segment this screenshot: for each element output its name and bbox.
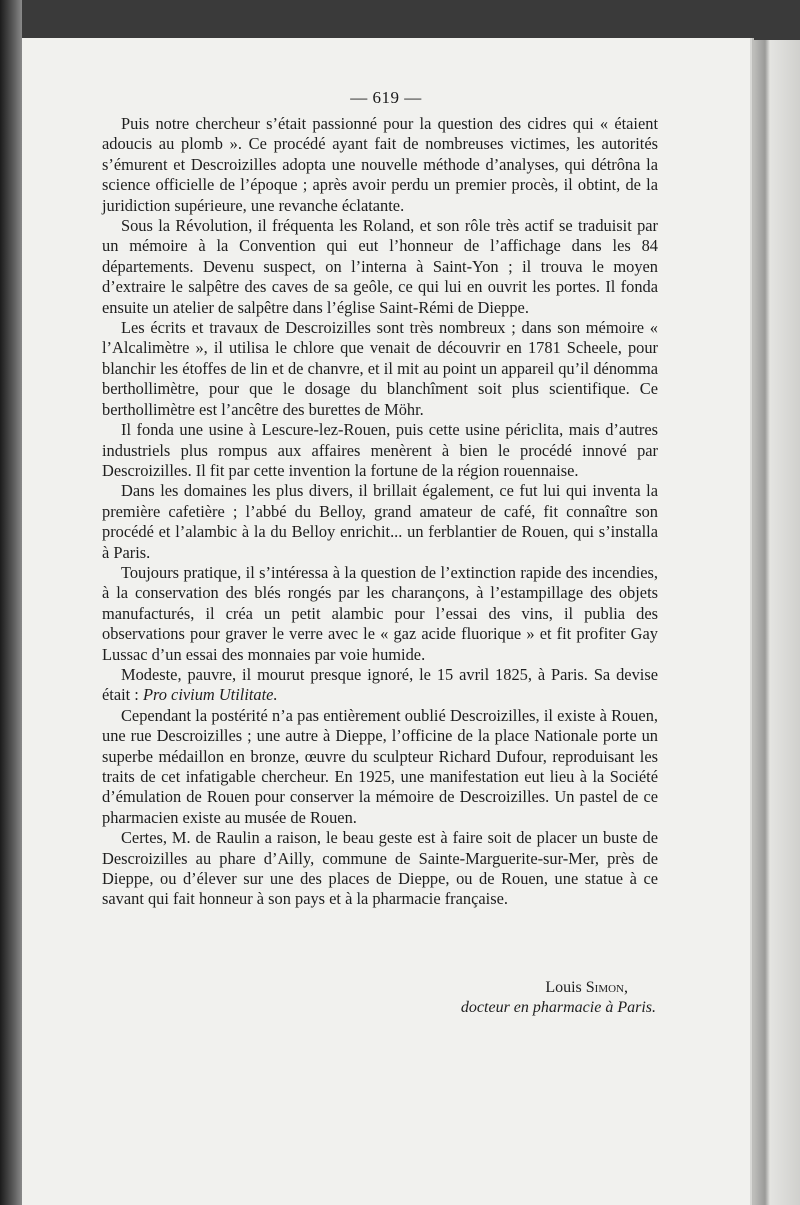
author-title: docteur en pharmacie à Paris. bbox=[460, 999, 656, 1016]
paragraph bbox=[102, 706, 658, 828]
paragraph-text: Puis notre chercheur s’était passionné pour la question des cidres qui « étaient adoucis au plomb ». Ce procédé ayant fait de nombreuses victimes, les autorités s’émurent et Descroizilles adopta une nouvelle méthode d’analyses, qui détrôna la science officielle de l’époque ; après avoir perdu un premier procès, il obtint, de la juridiction supérieure, une revanche éclatante. bbox=[102, 114, 658, 215]
paragraph-text: Les écrits et travaux de Descroizilles sont très nombreux ; dans son mémoire « l’Alcalimètre », il utilisa le chlore que venait de découvrir en 1781 Scheele, pour blanchir les étoffes de lin et de chanvre, et il mit au point un appareil qu’il dénomma berthollimètre, pour que le dosage du blanchîment soit plus scientifique. Ce berthollimètre est l’ancêtre des burettes de Möhr. bbox=[102, 318, 658, 419]
paragraph-text: Cependant la postérité n’a pas entièrement oublié Descroizilles, il existe à Rouen, une rue Descroizilles ; une autre à Dieppe, l’officine de la place Nationale porte un superbe médaillon en bronze, œuvre du sculpteur Richard Dufour, reproduisant les traits de cet infatigable chercheur. En 1925, une manifestation eut lieu à la Société d’émulation de Rouen pour conserver la mémoire de Descroizilles. Un pastel de ce pharmacien existe au musée de Rouen. bbox=[102, 705, 658, 827]
page-edge bbox=[750, 40, 800, 1205]
document-page bbox=[22, 38, 750, 1205]
paragraph bbox=[102, 420, 658, 481]
paragraph bbox=[102, 318, 658, 420]
article-body bbox=[102, 114, 658, 910]
paragraph bbox=[102, 828, 658, 910]
paragraph bbox=[102, 216, 658, 318]
author-last-name: Simon, bbox=[585, 979, 628, 996]
paragraph-text: Toujours pratique, il s’intéressa à la question de l’extinction rapide des incendies, à la conservation des blés rongés par les charançons, à l’estampillage des objets manufacturés, il créa un petit alambic pour l’essai des vins, il publia des observations pour graver le verre avec le « gaz acide fluorique » et fit profiter Gay Lussac d’un essai des monnaies par voie humide. bbox=[102, 562, 658, 664]
paragraph-text: Dans les domaines les plus divers, il brillait également, ce fut lui qui inventa la première cafetière ; l’abbé du Belloy, grand amateur de café, fit connaître son procédé et l’alambic à la du Belloy enrichit... un ferblantier de Rouen, qui s’installa à Paris. bbox=[102, 481, 658, 562]
paragraph bbox=[102, 114, 658, 216]
paragraph-text: Il fonda une usine à Lescure-lez-Rouen, puis cette usine périclita, mais d’autres industriels plus rompus aux affaires menèrent à bien le procédé innové par Descroizilles. Il fit par cette invention la fortune de la région rouennaise. bbox=[102, 420, 658, 480]
motto-text: Pro civium Utilitate. bbox=[142, 685, 278, 705]
signature-block bbox=[102, 978, 658, 1018]
scan-binding-shadow bbox=[0, 0, 22, 1205]
paragraph-text: Certes, M. de Raulin a raison, le beau geste est à faire soit de placer un buste de Descroizilles au phare d’Ailly, commune de Sainte-Marguerite-sur-Mer, près de Dieppe, ou d’élever sur une des places de Dieppe, ou de Rouen, une statue à ce savant qui fait honneur à son pays et à la pharmacie française. bbox=[102, 828, 658, 909]
paragraph bbox=[102, 481, 658, 563]
author-first-name: Louis bbox=[545, 979, 582, 996]
author-name bbox=[102, 978, 658, 998]
paragraph-text: Modeste, pauvre, il mourut presque ignoré, le 15 avril 1825, à Paris. Sa devise était : bbox=[102, 664, 658, 705]
paragraph bbox=[102, 665, 658, 706]
page-number: — 619 — bbox=[350, 88, 422, 107]
paragraph-text: Sous la Révolution, il fréquenta les Roland, et son rôle très actif se traduisit par un mémoire à la Convention qui eut l’honneur de l’affichage dans les 84 départements. Devenu suspect, on l’interna à Saint-Yon ; il trouva le moyen d’extraire le salpêtre des caves de sa geôle, ce qui lui en ouvrit les portes. Il fonda ensuite un atelier de salpêtre dans l’église Saint-Rémi de Dieppe. bbox=[102, 216, 658, 317]
paragraph bbox=[102, 563, 658, 665]
